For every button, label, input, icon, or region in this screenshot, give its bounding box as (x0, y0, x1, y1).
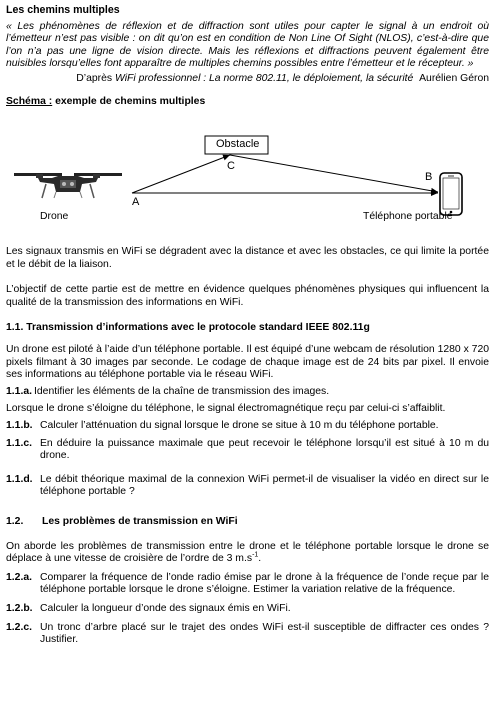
incident-path (132, 155, 230, 193)
source-author: Aurélien Géron (419, 72, 489, 84)
schema-title (6, 96, 489, 109)
question-1-2-c (6, 622, 489, 647)
schema-title-label: Schéma : (6, 95, 53, 107)
multipath-diagram (6, 112, 489, 224)
section-2-number: 1.2. (6, 516, 24, 528)
point-a-label: A (132, 196, 140, 209)
section-2-paragraph (6, 541, 489, 566)
question-text: Un tronc d’arbre placé sur le trajet des ondes WiFi est-il susceptible de diffracter ces ondes ? Justifier. (40, 621, 489, 646)
question-number: 1.2.b. (6, 603, 33, 615)
diagram-svg (6, 112, 489, 224)
drone-icon (14, 173, 122, 198)
question-1-1-c (6, 438, 489, 463)
question-text: Comparer la fréquence de l’onde radio émise par le drone à la fréquence de l’onde reçue par le téléphone portable lorsque le drone s’éloigne. Estimer la variation relative de la fréquence. (40, 571, 489, 596)
question-1-1-a (6, 386, 489, 399)
question-number: 1.1.b. (6, 420, 33, 432)
page (6, 4, 489, 647)
question-text: Identifier les éléments de la chaîne de transmission des images. (34, 385, 330, 397)
reflected-path (230, 155, 438, 192)
obstacle-label: Obstacle (216, 138, 260, 151)
point-c-label: C (227, 160, 235, 173)
section-1-note: Lorsque le drone s’éloigne du téléphone, le signal électromagnétique reçu par celui-ci s’affaiblit. (6, 402, 446, 414)
source-book-title: WiFi professionnel : La norme 802.11, le déploiement, la sécurité (115, 72, 414, 84)
section-title: Les chemins multiples (6, 4, 120, 16)
intro-paragraph-1: Les signaux transmis en WiFi se dégradent avec la distance et avec les obstacles, ce qui limite la portée et le débit de la liaison. (6, 246, 489, 270)
question-text: Calculer l’atténuation du signal lorsque le drone se situe à 10 m du téléphone portable. (40, 420, 439, 432)
point-b-label: B (425, 171, 433, 184)
question-text: Le débit théorique maximal de la connexion WiFi permet-il de visualiser la vidéo en direct sur le téléphone portable ? (40, 473, 489, 498)
question-number: 1.2.a. (6, 571, 32, 583)
question-number: 1.1.c. (6, 437, 32, 449)
section-2-title: Les problèmes de transmission en WiFi (42, 516, 238, 528)
phone-label: Téléphone portable (363, 211, 453, 223)
section-1-paragraph: Un drone est piloté à l’aide d’un téléphone portable. Il est équipé d’une webcam de résolution 1280 x 720 pixels filmant à 30 images par seconde. Le codage de chaque image est de 24 bits par pixel. Il envoie ses informations au téléphone portable via le réseau WiFi. (6, 344, 489, 381)
intro-paragraph-2: L’objectif de cette partie est de mettre en évidence quelques phénomènes physiques qui influencent la qualité de la transmission des informations en WiFi. (6, 284, 489, 308)
question-text: Calculer la longueur d’onde des signaux émis en WiFi. (40, 603, 291, 615)
question-1-2-a (6, 572, 489, 597)
section-1-heading: 1.1. Transmission d’informations avec le protocole standard IEEE 802.11g (6, 321, 370, 333)
section-2-paragraph-text: On aborde les problèmes de transmission entre le drone et le téléphone portable lorsque le drone se déplace à une vitesse de croisière de l’ordre de 3 m.s (6, 540, 489, 565)
schema-title-rest: exemple de chemins multiples (52, 95, 206, 107)
question-number: 1.1.d. (6, 473, 33, 485)
unit-exponent: -1 (252, 551, 259, 559)
section-2-heading (6, 516, 489, 529)
question-number: 1.1.a. (6, 385, 32, 397)
drone-label: Drone (40, 211, 69, 223)
question-1-2-b (6, 603, 489, 616)
quote-text: « Les phénomènes de réflexion et de diffraction sont utiles pour capter le signal à un endroit où l’émetteur n’est pas visible : on dit qu’on est en condition de Non Line Of Sight (NLOS), c’est-à-dire que l’on n’a pas une ligne de vision directe. Mais les réflexions et diffractions peuvent également être nuisibles lorsqu’elles font apparaître de multiples chemins possibles entre l’émetteur et le récepteur. » (6, 20, 489, 70)
phone-icon (440, 173, 462, 215)
section-2-paragraph-end: . (258, 553, 262, 565)
source-prefix: D’après (76, 72, 115, 84)
quote-source (6, 73, 489, 86)
question-1-1-b (6, 420, 489, 433)
question-text: En déduire la puissance maximale que peut recevoir le téléphone lorsqu’il est situé à 10 m du drone. (40, 437, 489, 462)
question-number: 1.2.c. (6, 621, 32, 633)
question-1-1-d (6, 474, 489, 499)
